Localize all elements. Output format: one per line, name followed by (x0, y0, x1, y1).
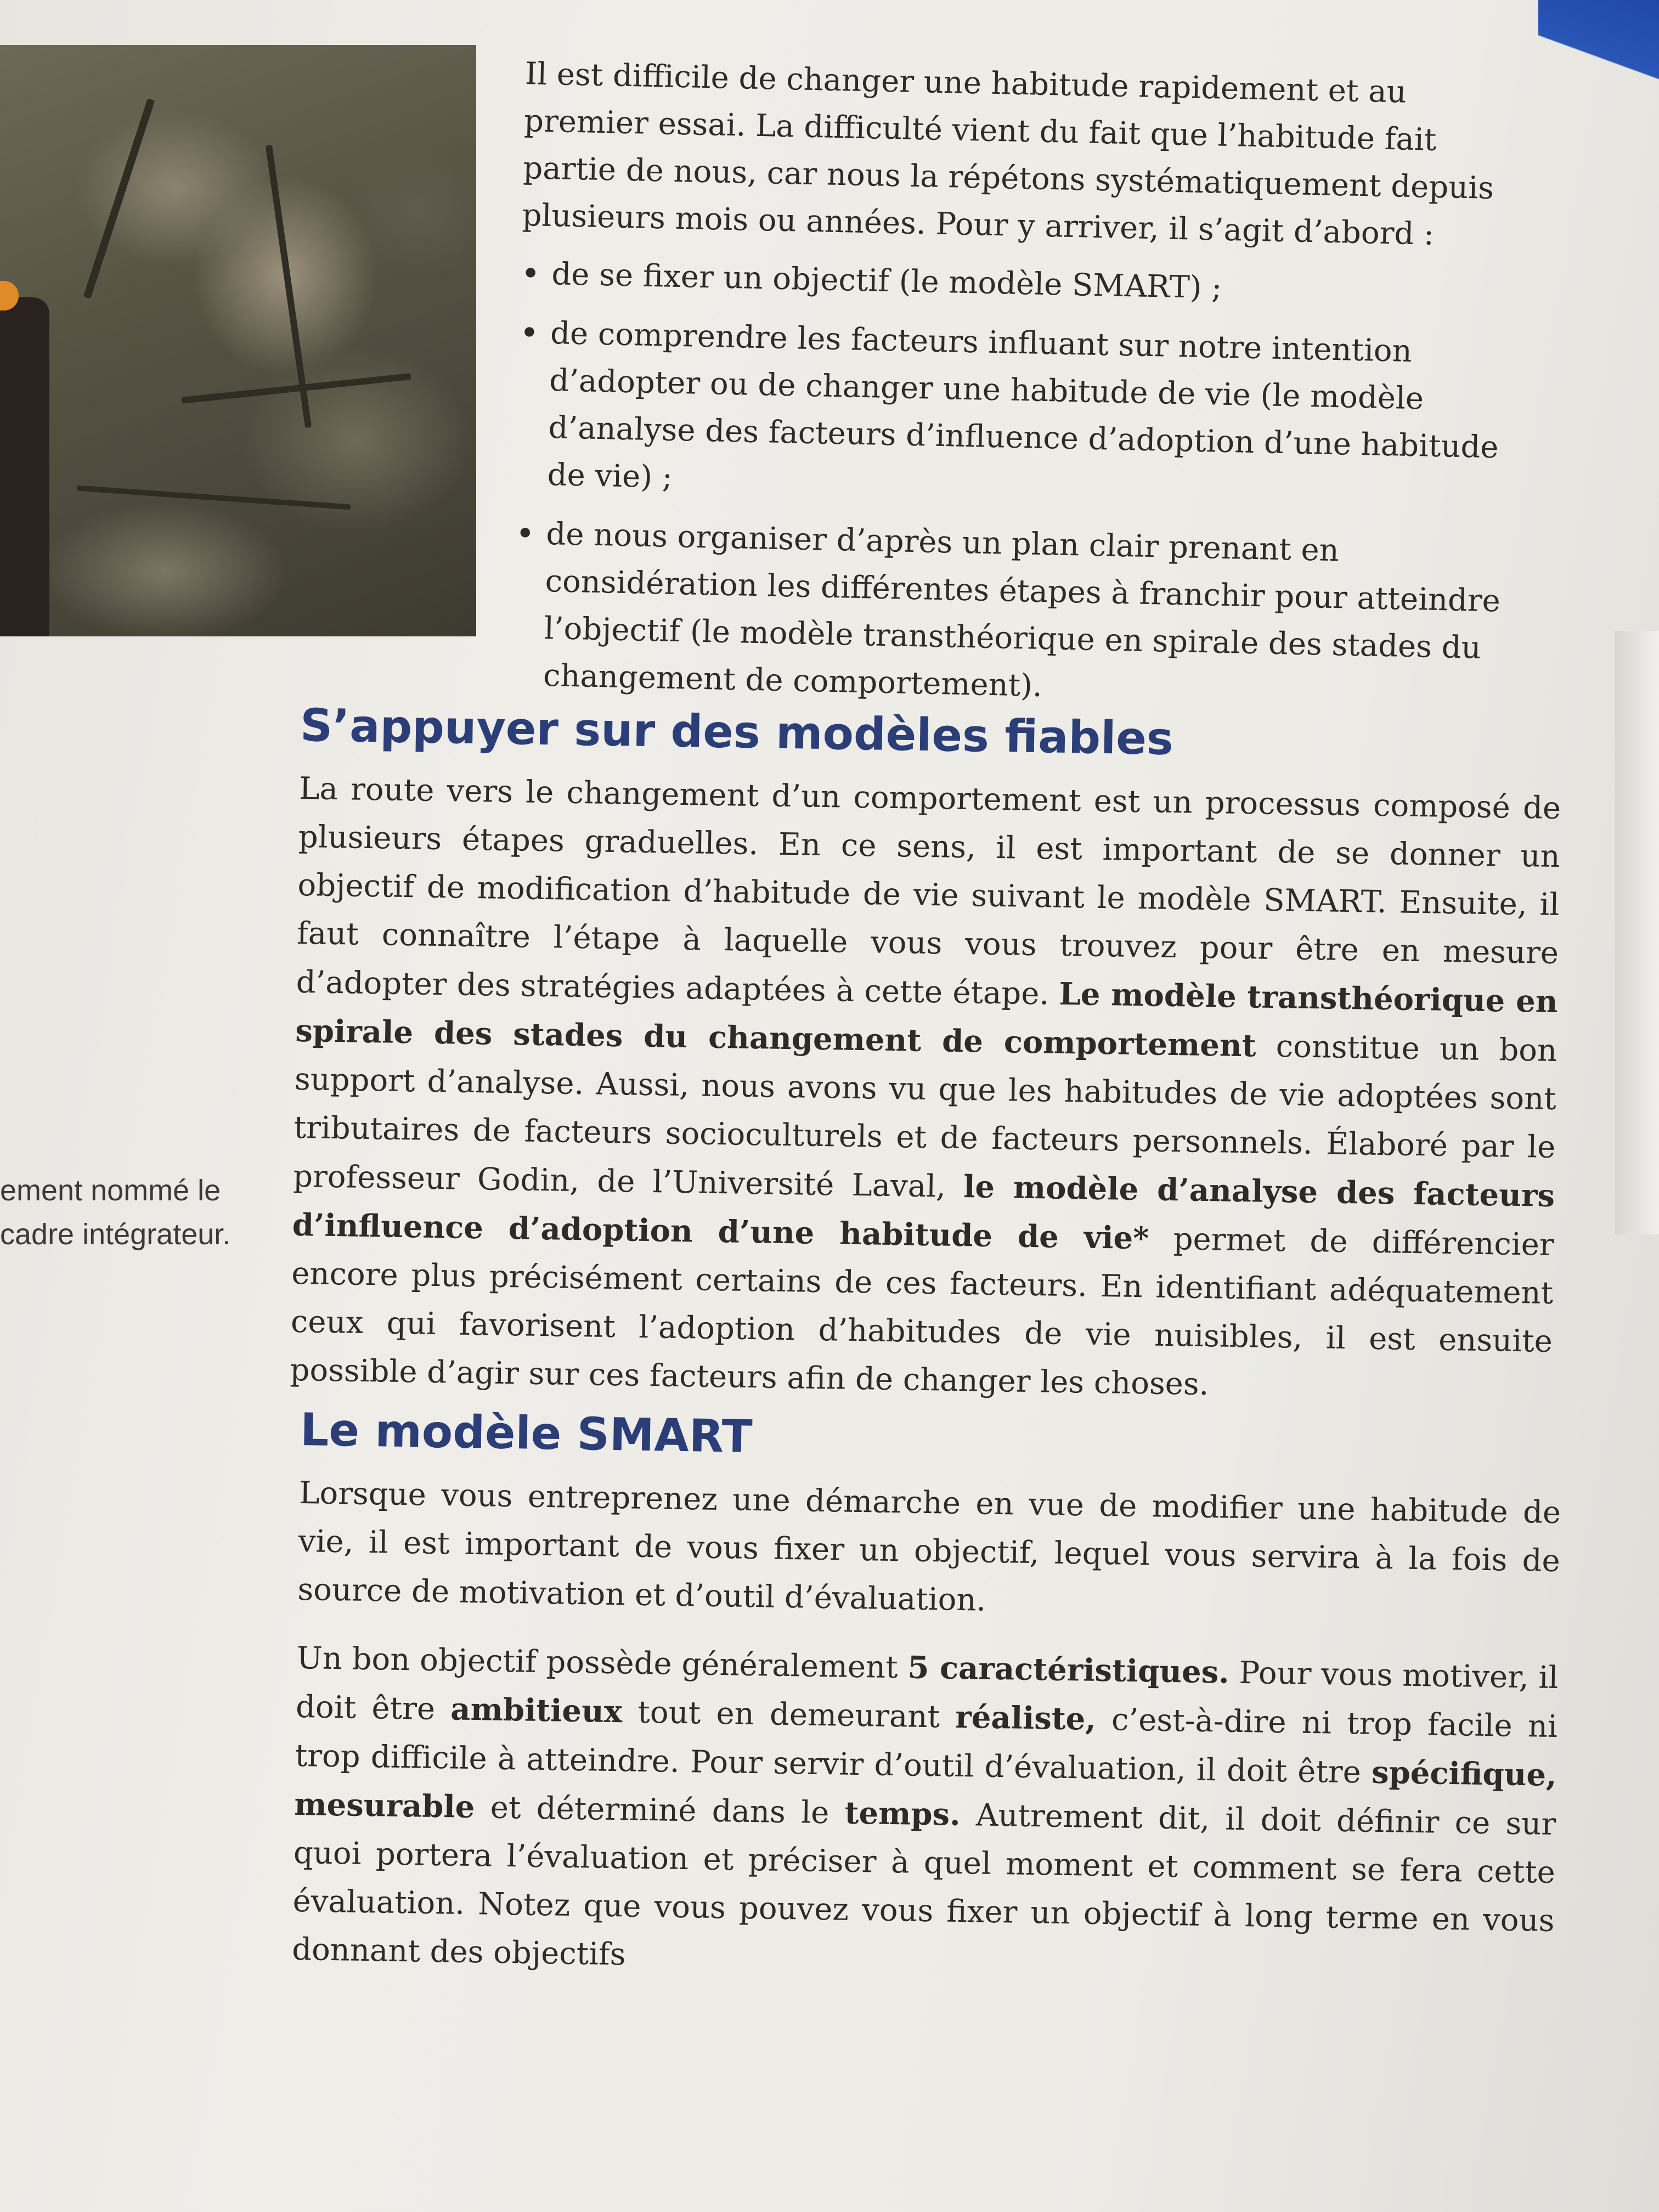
section-heading: Le modèle SMART (300, 1403, 753, 1463)
bold-term: spécifique, mesurable (294, 1754, 1558, 1826)
bold-term: ambitieux (450, 1691, 623, 1730)
text-run: et déterminé dans le (474, 1790, 845, 1831)
bold-term: temps. (844, 1795, 961, 1833)
section-smart-model (291, 1400, 1562, 2013)
bold-term: Le modèle transthéorique en spirale des stades du changement de comportement (295, 975, 1559, 1064)
text-run: La route vers le changement d’un comportement est un processus composé de plusieurs étapes graduelles. En ce sens, il est important de se donner un objectif de modification d’habitude de vie suivant le modèle SMART. Ensuite, il faut connaître l’étape à laquelle vous vous trouvez pour être en mesure d’adopter des stratégies adaptées à cette étape. (296, 770, 1561, 1012)
next-page-edge (1615, 631, 1659, 1234)
text-run: permet de différencier encore plus précisément certains de ces facteurs. En identifiant adéquatement ceux qui favorisent l’adoption d’habitudes de vie nuisibles, il est ensuite possible d’agir sur ces facteurs afin de changer les choses. (290, 1221, 1555, 1403)
section-reliable-models (289, 696, 1562, 1434)
text-run: c’est-à-dire ni trop facile ni trop difficile à atteindre. Pour servir d’outil d’évaluation, il doit être (295, 1701, 1558, 1791)
margin-note-line: ement nommé le (0, 1174, 221, 1207)
intro-bullet-list (512, 250, 1515, 720)
climbing-photo (0, 45, 476, 636)
rock-crack (77, 486, 351, 510)
bullet-item: • de se fixer un objectif (le modèle SMART) ; (521, 250, 1515, 318)
bullet-item: • de nous organiser d’après un plan clair prenant en considération les différentes étapes à franchir pour atteindre l’objectif (le modèle transthéorique en spirale des stades du changement de comportement). (512, 510, 1510, 720)
intro-paragraph: Il est difficile de changer une habitude rapidement et au premier essai. La difficulté vient du fait que l’habitude fait partie de nous, car nous la répétons systématiquement depuis plusieurs mois ou années. Pour y arriver, il s’agit d’abord : (522, 55, 1494, 252)
text-run: tout en demeurant (622, 1694, 956, 1735)
page-edge-band (1538, 0, 1659, 99)
climber-figure (0, 297, 49, 636)
bold-term: le modèle d’analyse des facteurs d’influence d’adoption d’une habitude de vie* (292, 1169, 1555, 1257)
text-run: Autrement dit, il doit définir ce sur quoi portera l’évaluation et préciser à quel moment et comment se fera cette évaluation. Notez que vous pouvez vous fixer un objectif à long terme en vous donnant des objectifs (291, 1797, 1556, 1973)
section-paragraph (292, 1634, 1559, 1994)
bullet-item: • de comprendre les facteurs influant sur notre intention d’adopter ou de changer une habitude de vie (le modèle d’analyse des facteurs d’influence d’adoption d’une habitude de vie) ; (516, 309, 1514, 519)
margin-note-line: cadre intégrateur. (0, 1218, 231, 1251)
section-paragraph (290, 765, 1561, 1414)
section-paragraph: Lorsque vous entreprenez une démarche en vue de modifier une habitude de vie, il est important de vous fixer un objectif, lequel vous servira à la fois de source de motivation et d’outil d’évaluation. (297, 1475, 1561, 1618)
bold-term: réaliste, (955, 1699, 1097, 1737)
text-run: Un bon objectif possède généralement (296, 1640, 909, 1686)
rock-crack (83, 98, 155, 299)
bold-term: 5 caractéristiques. (907, 1649, 1230, 1691)
intro-block (512, 50, 1520, 732)
section-heading: S’appuyer sur des modèles fiables (300, 699, 1174, 765)
rock-crack (182, 373, 411, 404)
text-run: constitue un bon support d’analyse. Aussi, nous avons vu que les habitudes de vie adoptées sont tributaires de facteurs socioculturels et de facteurs personnels. Élaboré par le professeur Godin, de l’Université Laval, (292, 1028, 1558, 1205)
margin-note (0, 1169, 241, 1256)
text-run: Pour vous motiver, il doit être (295, 1655, 1559, 1728)
